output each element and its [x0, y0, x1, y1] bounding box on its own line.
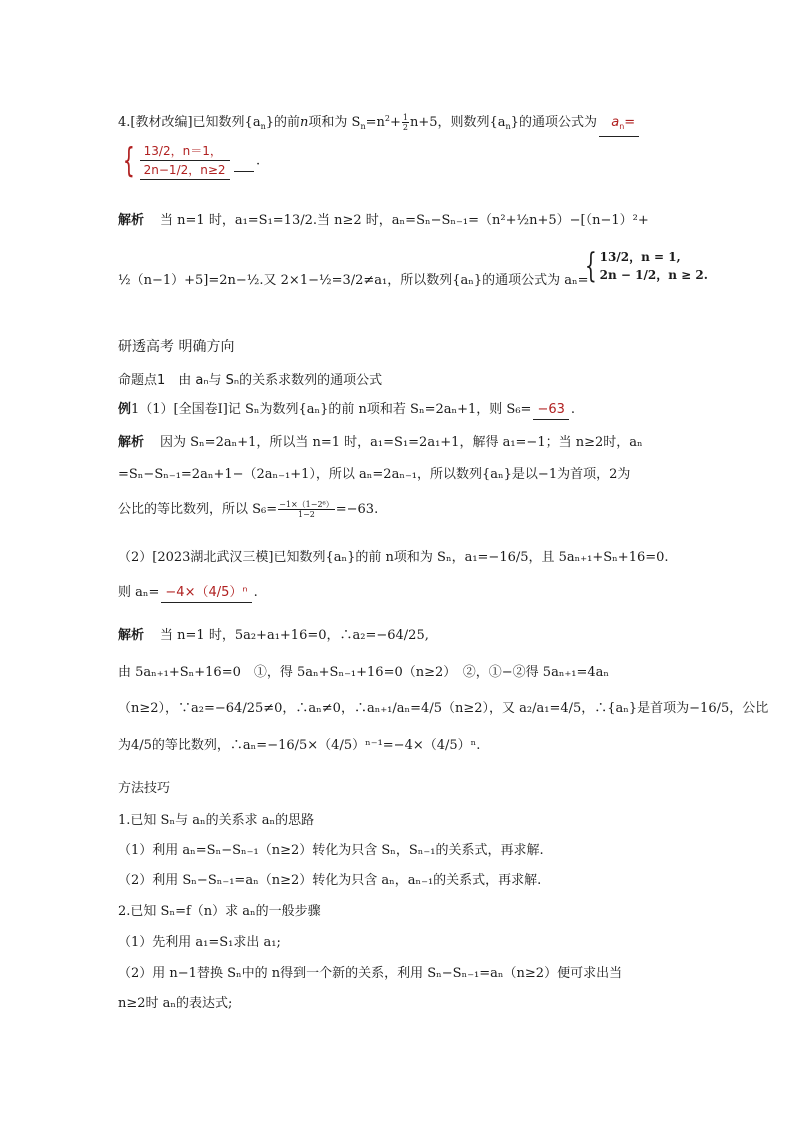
methods-heading-2: 2.已知 Sₙ=f（n）求 aₙ的一般步骤 — [118, 904, 321, 919]
methods-para-2: （2）利用 Sₙ−Sₙ₋₁=aₙ（n≥2）转化为只含 aₙ，aₙ₋₁的关系式，再求解. — [118, 873, 542, 888]
answer-blank-e1b: −4×（4/5）ⁿ — [161, 584, 251, 603]
methods-heading-1: 1.已知 Sₙ与 aₙ的关系求 aₙ的思路 — [118, 813, 315, 828]
solution-e1-line-3: 公比的等比数列，所以 S₆= $\frac{\text{−1×（1−2⁶）}}{1-2}$ =−63. — [118, 500, 379, 519]
problem-4: 4.[教材改编]已知数列$\{a_n\}$的前n项和为 $S_n=n^2+$ $\frac{1}{2}$ n+5，则数列$\{a_n\}$的通项公式为 $a_n=$ — [118, 110, 641, 137]
solution-e1b-line-1: 解析 当 n=1 时，5a₂+a₁+16=0，∴a₂=−64/25, — [118, 628, 429, 643]
solution-e1b-line-3: （n≥2），∵a₂=−64/25≠0，∴aₙ≠0，∴aₙ₊₁/aₙ=4/5（n≥2），又 a₂/a₁=4/5，∴{aₙ}是首项为−16/5，公比 — [118, 701, 769, 716]
half-fraction: $\frac{1}{2}$ — [402, 113, 408, 132]
solution-e1-line-1: 解析 因为 Sₙ=2aₙ+1，所以当 n=1 时，a₁=S₁=2a₁+1，解得 a₁=−1；当 n≥2时，aₙ — [118, 435, 643, 450]
example-1-part-2-answer: 则 aₙ= −4×（4/5）ⁿ . — [118, 584, 258, 603]
solution-4-cases: { 13/2，n = 1, 2n − 1/2，n ≥ 2. — [584, 246, 708, 286]
solution-e1b-line-4: 为4/5的等比数列，∴aₙ=−16/5×（4/5）ⁿ⁻¹=−4×（4/5）ⁿ. — [118, 738, 481, 753]
answer-cases-4: { $\frac{13/2,n=1,}{2n-1/2,n\ge 2}$ . — [122, 141, 261, 181]
methods-para-3: （1）先利用 a₁=S₁求出 a₁; — [118, 935, 281, 950]
section-title: 研透高考 明确方向 — [118, 339, 235, 355]
solution-e1-line-2: =Sₙ−Sₙ₋₁=2aₙ+1−（2aₙ₋₁+1），所以 aₙ=2aₙ₋₁，所以数列{aₙ}是以−1为首项，2为 — [118, 467, 631, 482]
example-1-part-1: 例1（1）[全国卷Ⅰ]记 Sₙ为数列{aₙ}的前 n项和若 Sₙ=2aₙ+1，则 S₆= −63 . — [118, 401, 575, 420]
methods-para-1: （1）利用 aₙ=Sₙ−Sₙ₋₁（n≥2）转化为只含 Sₙ，Sₙ₋₁的关系式，再求解. — [118, 843, 544, 858]
methods-para-4: （2）用 n−1替换 Sₙ中的 n得到一个新的关系，利用 Sₙ−Sₙ₋₁=aₙ（n≥2）便可求出当 — [118, 966, 623, 981]
example-1-part-2: （2）[2023湖北武汉三模]已知数列{aₙ}的前 n项和为 Sₙ，a₁=−16/5，且 5aₙ₊₁+Sₙ+16=0. — [118, 550, 669, 565]
topic-1: 命题点1 由 aₙ与 Sₙ的关系求数列的通项公式 — [118, 373, 383, 388]
methods-para-5: n≥2时 aₙ的表达式; — [118, 996, 233, 1011]
answer-blank-4: $a_n=$ — [599, 114, 639, 137]
solution-e1b-line-2: 由 5aₙ₊₁+Sₙ+16=0 ①，得 5aₙ+Sₙ₋₁+16=0（n≥2） ②，①−②得 5aₙ₊₁=4aₙ — [118, 665, 610, 680]
solution-4-line-1: 解析 当 n=1 时，a₁=S₁=13/2.当 n≥2 时，aₙ=Sₙ−Sₙ₋₁=（n²+½n+5）−[（n−1）²+ — [118, 213, 649, 228]
answer-blank-e1: −63 — [533, 401, 568, 420]
methods-title: 方法技巧 — [118, 781, 171, 796]
solution-4-line-2: ½（n−1）+5]=2n−½.又 2×1−½=3/2≠a₁，所以数列{aₙ}的通项公式为 aₙ= — [118, 273, 589, 288]
